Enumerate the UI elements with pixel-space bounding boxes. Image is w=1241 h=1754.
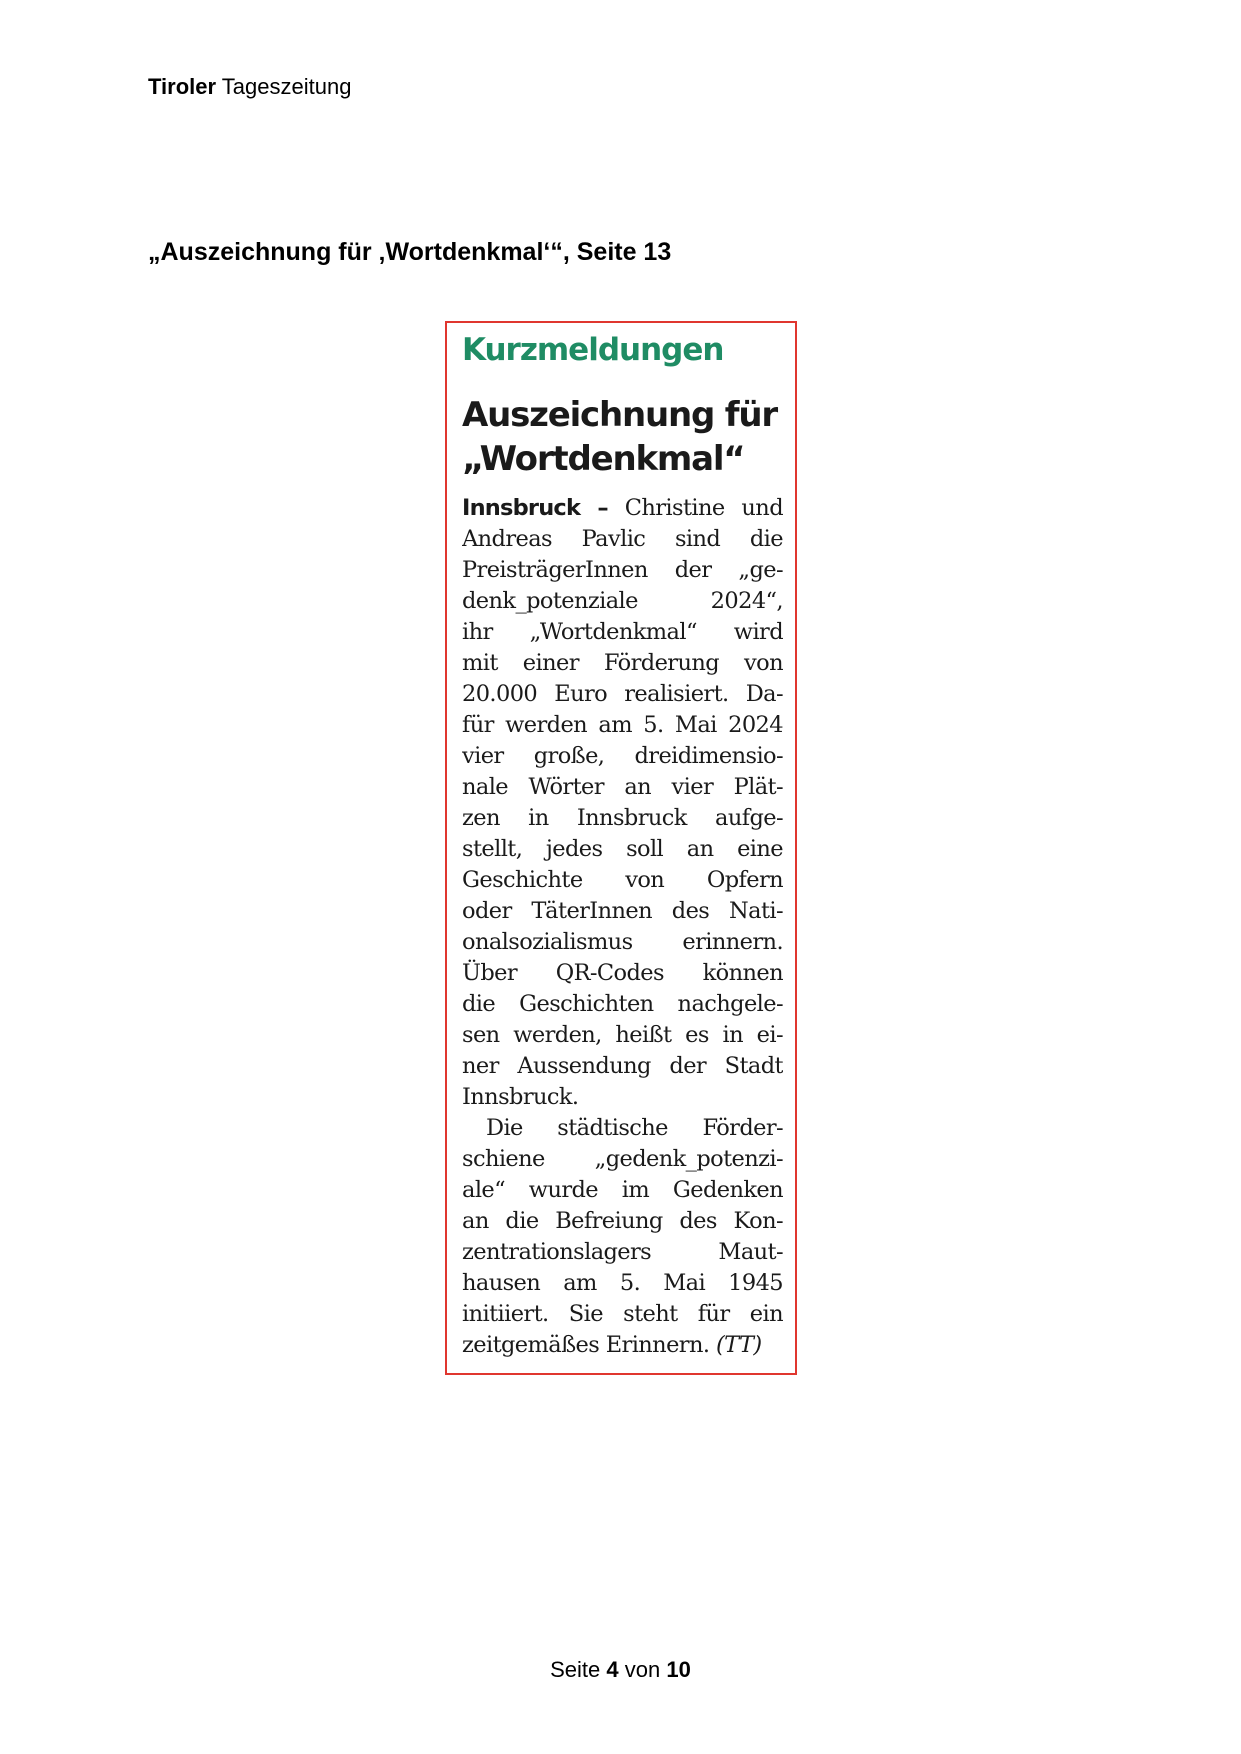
article-line: ihr „Wortdenkmal“ wird [462,619,783,645]
article-line: die Geschichten nachgele- [462,991,783,1017]
article-line: PreisträgerInnen der „ge- [462,557,783,583]
article-line: schiene „gedenk_potenzi- [462,1146,783,1172]
article-line: initiiert. Sie steht für ein [462,1301,783,1327]
article-line: nale Wörter an vier Plät- [462,774,783,800]
publication-name-bold: Tiroler [148,74,217,99]
current-page-number: 4 [606,1657,619,1682]
clipping-content [462,323,783,1361]
article-line [462,1330,783,1361]
article-line: ale“ wurde im Gedenken [462,1177,783,1203]
total-page-count: 10 [666,1657,691,1682]
article-line-text: zeitgemäßes Erinnern. [462,1332,710,1358]
footer-prefix: Seite [550,1657,601,1682]
article-line: Die städtische Förder- [486,1115,783,1141]
page-footer [0,1656,1241,1684]
footer-middle: von [624,1657,661,1682]
author-credit: (TT) [715,1332,762,1358]
dateline: Innsbruck – [462,495,608,521]
section-label: Kurzmeldungen [462,332,724,368]
article-line: Geschichte von Opfern [462,867,783,893]
article-line: 20.000 Euro realisiert. Da- [462,681,783,707]
article-line: Andreas Pavlic sind die [462,526,783,552]
document-title: „Auszeichnung für ‚Wortdenkmal‘“, Seite 13 [148,238,672,266]
article-line: sen werden, heißt es in ei- [462,1022,783,1048]
article-line: hausen am 5. Mai 1945 [462,1270,783,1296]
article-line [462,493,783,524]
headline-line: Auszeichnung für [462,395,777,435]
article-line: stellt, jedes soll an eine [462,836,783,862]
article-line: denk_potenziale 2024“, [462,588,783,614]
article-line: Innsbruck. [462,1084,579,1110]
article-line: an die Befreiung des Kon- [462,1208,783,1234]
headline-line: „Wortdenkmal“ [462,439,745,479]
newspaper-clipping [445,321,797,1375]
article-headline [462,393,783,481]
article-line: zentrationslagers Maut- [462,1239,783,1265]
page-header [148,73,351,101]
article-line: onalsozialismus erinnern. [462,929,783,955]
article-line: für werden am 5. Mai 2024 [462,712,783,738]
article-line: vier große, dreidimensio- [462,743,783,769]
article-line-text: Christine und [624,495,783,521]
article-line: Über QR-Codes können [462,960,783,986]
article-line: oder TäterInnen des Nati- [462,898,783,924]
publication-name-regular: Tageszeitung [221,74,352,99]
article-line: mit einer Förderung von [462,650,783,676]
article-line: ner Aussendung der Stadt [462,1053,783,1079]
article-body [462,493,783,1361]
article-line: zen in Innsbruck aufge- [462,805,783,831]
